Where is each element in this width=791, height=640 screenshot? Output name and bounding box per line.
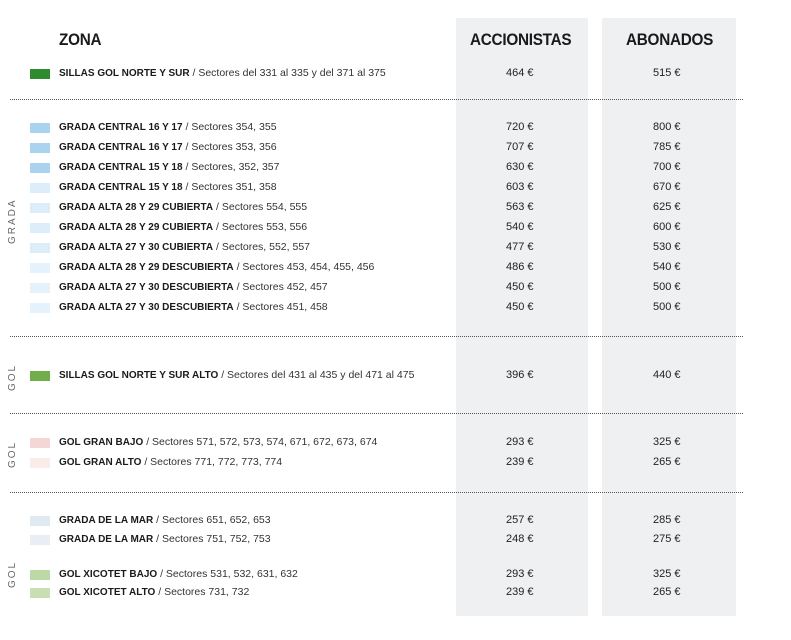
table-row (0, 454, 791, 472)
zone-color-swatch (30, 516, 50, 526)
accionistas-price: 603 € (506, 181, 534, 193)
zone-sectors: / Sectores 571, 572, 573, 574, 671, 672, 673, 674 (143, 436, 378, 448)
zone-name: GOL GRAN BAJO (59, 437, 144, 448)
zone-label (59, 568, 298, 580)
accionistas-price: 720 € (506, 121, 534, 133)
zone-sectors: / Sectores 651, 652, 653 (153, 514, 271, 526)
table-row (0, 65, 791, 83)
zone-name: GRADA DE LA MAR (59, 515, 154, 526)
accionistas-price: 707 € (506, 141, 534, 153)
zone-name: GRADA CENTRAL 15 Y 18 (59, 182, 183, 193)
zone-name: SILLAS GOL NORTE Y SUR (59, 68, 190, 79)
table-row (0, 531, 791, 549)
zone-label (59, 241, 310, 253)
zone-name: GRADA CENTRAL 16 Y 17 (59, 142, 183, 153)
abonados-price: 285 € (653, 514, 681, 526)
zone-label (59, 436, 377, 448)
table-row (0, 279, 791, 297)
abonados-price: 785 € (653, 141, 681, 153)
zone-sectors: / Sectores, 352, 357 (182, 161, 280, 173)
abonados-price: 540 € (653, 261, 681, 273)
accionistas-price: 563 € (506, 201, 534, 213)
table-row (0, 259, 791, 277)
zone-name: GRADA ALTA 28 Y 29 DESCUBIERTA (59, 262, 234, 273)
zone-name: GOL GRAN ALTO (59, 457, 142, 468)
zone-color-swatch (30, 570, 50, 580)
zone-color-swatch (30, 223, 50, 233)
accionistas-price: 239 € (506, 456, 534, 468)
zone-color-swatch (30, 263, 50, 273)
table-row (0, 367, 791, 385)
zone-label (59, 301, 328, 313)
abonados-price: 500 € (653, 301, 681, 313)
zone-sectors: / Sectores 452, 457 (233, 281, 328, 293)
abonados-price: 670 € (653, 181, 681, 193)
zone-color-swatch (30, 458, 50, 468)
abonados-price: 600 € (653, 221, 681, 233)
accionistas-header: ACCIONISTAS (470, 30, 572, 49)
zone-name: GRADA ALTA 27 Y 30 DESCUBIERTA (59, 302, 234, 313)
zone-name: GRADA ALTA 28 Y 29 CUBIERTA (59, 202, 214, 213)
zone-label (59, 181, 277, 193)
accionistas-price: 450 € (506, 301, 534, 313)
zone-color-swatch (30, 535, 50, 545)
zone-sectors: / Sectores 353, 356 (182, 141, 277, 153)
zone-color-swatch (30, 143, 50, 153)
zone-sectors: / Sectores 354, 355 (182, 121, 277, 133)
zone-label (59, 141, 277, 153)
zone-color-swatch (30, 303, 50, 313)
zone-label (59, 281, 328, 293)
zone-name: GOL XICOTET ALTO (59, 587, 156, 598)
accionistas-price: 486 € (506, 261, 534, 273)
zone-sectors: / Sectores 751, 752, 753 (153, 533, 271, 545)
zone-label (59, 533, 271, 545)
zone-sectors: / Sectores, 552, 557 (213, 241, 311, 253)
zone-name: GRADA DE LA MAR (59, 534, 154, 545)
zone-label (59, 586, 249, 598)
zone-sectors: / Sectores 554, 555 (213, 201, 308, 213)
zone-color-swatch (30, 123, 50, 133)
accionistas-price: 630 € (506, 161, 534, 173)
zone-color-swatch (30, 283, 50, 293)
zone-sectors: / Sectores 453, 454, 455, 456 (233, 261, 375, 273)
side-label-gol: GOL (7, 560, 18, 588)
zone-color-swatch (30, 163, 50, 173)
side-label-gol: GOL (7, 440, 18, 468)
zone-color-swatch (30, 438, 50, 448)
abonados-price: 800 € (653, 121, 681, 133)
zone-sectors: / Sectores 731, 732 (155, 586, 250, 598)
accionistas-price: 396 € (506, 369, 534, 381)
zone-sectors: / Sectores 451, 458 (233, 301, 328, 313)
accionistas-price: 293 € (506, 568, 534, 580)
table-row (0, 139, 791, 157)
accionistas-price: 293 € (506, 436, 534, 448)
zone-sectors: / Sectores 771, 772, 773, 774 (141, 456, 283, 468)
zone-label (59, 221, 307, 233)
zone-sectors: / Sectores 351, 358 (182, 181, 277, 193)
zone-name: GRADA CENTRAL 15 Y 18 (59, 162, 183, 173)
zone-sectors: / Sectores del 331 al 335 y del 371 al 375 (189, 67, 386, 79)
accionistas-price: 540 € (506, 221, 534, 233)
zone-sectors: / Sectores del 431 al 435 y del 471 al 475 (218, 369, 415, 381)
section-separator (10, 336, 743, 337)
zone-label (59, 514, 271, 526)
table-row (0, 239, 791, 257)
abonados-price: 265 € (653, 586, 681, 598)
zone-name: GRADA ALTA 27 Y 30 CUBIERTA (59, 242, 214, 253)
zone-color-swatch (30, 371, 50, 381)
section-separator (10, 492, 743, 493)
abonados-price: 530 € (653, 241, 681, 253)
abonados-price: 275 € (653, 533, 681, 545)
zone-label (59, 261, 374, 273)
zone-label (59, 121, 277, 133)
zone-label (59, 67, 386, 79)
zone-sectors: / Sectores 553, 556 (213, 221, 308, 233)
zone-color-swatch (30, 243, 50, 253)
accionistas-price: 464 € (506, 67, 534, 79)
abonados-price: 625 € (653, 201, 681, 213)
table-row (0, 299, 791, 317)
zone-color-swatch (30, 183, 50, 193)
section-separator (10, 413, 743, 414)
zone-name: GRADA CENTRAL 16 Y 17 (59, 122, 183, 133)
abonados-price: 440 € (653, 369, 681, 381)
abonados-header: ABONADOS (626, 30, 714, 49)
zone-name: GRADA ALTA 28 Y 29 CUBIERTA (59, 222, 214, 233)
abonados-price: 325 € (653, 436, 681, 448)
abonados-price: 700 € (653, 161, 681, 173)
table-row (0, 119, 791, 137)
table-row (0, 219, 791, 237)
side-label-grada: GRADA (7, 198, 18, 244)
zone-label (59, 201, 307, 213)
accionistas-price: 248 € (506, 533, 534, 545)
zone-color-swatch (30, 203, 50, 213)
table-row (0, 512, 791, 530)
abonados-price: 500 € (653, 281, 681, 293)
zone-label (59, 456, 282, 468)
section-separator (10, 99, 743, 100)
zona-header: ZONA (59, 30, 102, 49)
table-row (0, 179, 791, 197)
zone-color-swatch (30, 69, 50, 79)
zone-name: SILLAS GOL NORTE Y SUR ALTO (59, 370, 219, 381)
abonados-price: 515 € (653, 67, 681, 79)
table-row (0, 566, 791, 584)
table-row (0, 159, 791, 177)
accionistas-price: 239 € (506, 586, 534, 598)
accionistas-price: 477 € (506, 241, 534, 253)
table-row (0, 199, 791, 217)
zone-sectors: / Sectores 531, 532, 631, 632 (157, 568, 298, 580)
zone-color-swatch (30, 588, 50, 598)
accionistas-price: 450 € (506, 281, 534, 293)
table-row (0, 434, 791, 452)
zone-name: GOL XICOTET BAJO (59, 569, 158, 580)
abonados-price: 265 € (653, 456, 681, 468)
zone-name: GRADA ALTA 27 Y 30 DESCUBIERTA (59, 282, 234, 293)
table-row (0, 584, 791, 602)
zone-label (59, 161, 279, 173)
side-label-gol: GOL (7, 363, 18, 391)
abonados-price: 325 € (653, 568, 681, 580)
zone-label (59, 369, 414, 381)
accionistas-price: 257 € (506, 514, 534, 526)
